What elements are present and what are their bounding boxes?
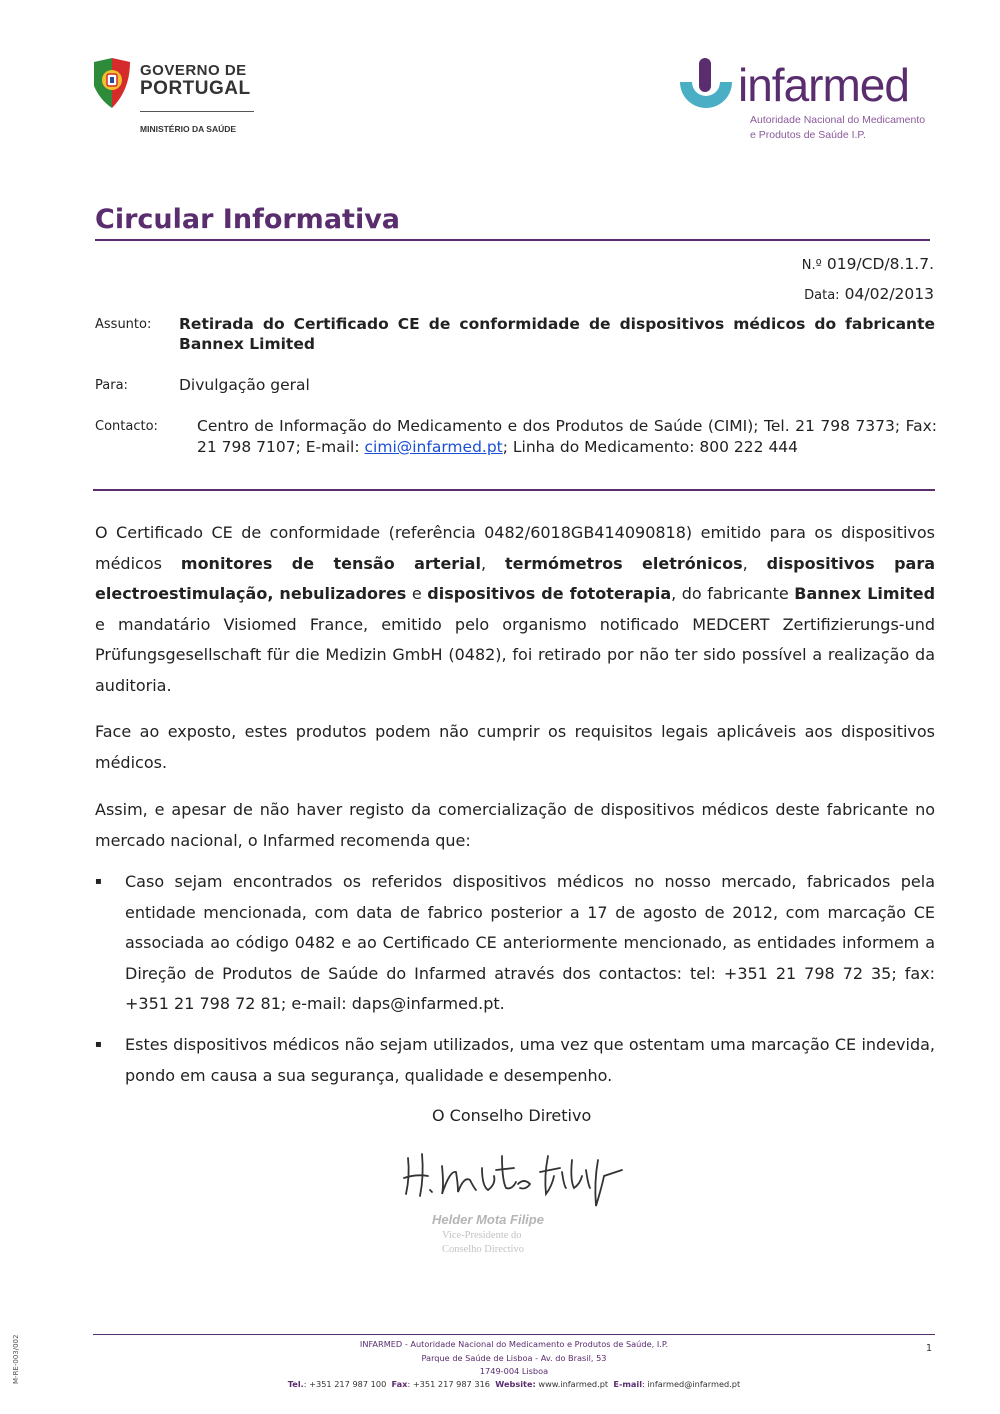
gov-logo-line1: GOVERNO DE [140,62,247,79]
handwritten-signature-icon [398,1136,630,1216]
gov-logo-divider [140,111,254,112]
bullet-1-body: Caso sejam encontrados os referidos dispositivos médicos no nosso mercado, fabricados pela entidade mencionada, com data de fabrico posterior a 17 de agosto de 2012, com marcação CE associada ao código 0482 e ao Certificado CE anteriormente mencionado, as entidades informem a Direção de Produtos de Saúde do Infarmed através dos contactos: tel: +351 21 798 72 35; fax: +351 21 798 72 81; e-mail: [125,872,935,1013]
infarmed-mark-icon [676,56,736,120]
gov-logo-ministry: MINISTÉRIO DA SAÚDE [140,124,237,134]
reference-value: 019/CD/8.1.7. [826,255,934,273]
paragraph-1 [95,518,935,701]
bullet-1-end: . [499,994,505,1013]
page-number: 1 [925,1343,932,1354]
contacto-text-before: Centro de Informação do Medicamento e dos Produtos de Saúde (CIMI); Tel. 21 798 7373; Fax: 21 798 7107; E-mail: [197,417,937,456]
gov-logo-line2: PORTUGAL [140,78,251,99]
footer-email-label: E-mail [613,1379,643,1389]
contacto-text-after: ; Linha do Medicamento: 800 222 444 [502,438,799,456]
date-value: 04/02/2013 [844,285,934,303]
p1-sep: e [406,584,428,603]
header-divider [93,489,935,491]
footer-org: INFARMED - Autoridade Nacional do Medicamento e Produtos de Saúde, I.P. [359,1339,669,1349]
infarmed-subtitle-2: e Produtos de Saúde I.P. [750,129,866,141]
governo-portugal-logo [92,56,262,140]
cimi-email-link[interactable]: cimi@infarmed.pt [364,438,503,456]
reference-number [802,254,934,273]
p1-bold-termometros: termómetros eletrónicos [504,553,743,573]
assunto-text: Retirada do Certificado CE de conformidade de dispositivos médicos do fabricante Bannex Limited [179,315,935,353]
para-text: Divulgação geral [179,376,310,394]
document-date [804,284,934,303]
bullet-2-text: Estes dispositivos médicos não sejam utilizados, uma vez que ostentam uma marcação CE indevida, pondo em causa a sua segurança, qualidade e desempenho. [125,1035,935,1085]
infarmed-wordmark: infarmed [738,59,909,111]
bullet-icon: ▪ [95,876,102,887]
p1-bold-dispositivos: dispositivos para electroestimulação, nebulizadores [95,553,936,603]
p1-bold-bannex: Bannex Limited [794,584,936,603]
signature-stamp [398,1136,630,1264]
footer-website: www.infarmed.pt [535,1379,609,1389]
portugal-emblem-icon [92,56,132,114]
p1-text: O Certificado CE de conformidade (referência 0482/6018GB414090818) emitido para os dispositivos médicos [95,523,935,573]
form-code: M-RE-003/002 [12,1334,20,1384]
footer-divider [93,1334,935,1335]
infarmed-subtitle-1: Autoridade Nacional do Medicamento [750,114,926,126]
signature-role-2: Conselho Directivo [442,1244,524,1255]
document-title: Circular Informativa [95,204,401,235]
p1-bold-monitores: monitores de tensão arterial [180,553,481,573]
infarmed-logo [676,56,936,146]
signature-name: Helder Mota Filipe [432,1212,544,1227]
para-label: Para: [95,378,128,393]
bullet-icon: ▪ [95,1039,102,1050]
reference-label: N.º [801,258,822,273]
contacto-label: Contacto: [95,419,158,434]
footer-fax: : +351 217 987 316 [407,1379,490,1389]
date-label: Data: [804,288,840,303]
footer-postal: 1749-004 Lisboa [479,1366,549,1376]
contacto-text [197,416,937,458]
bullet-1-text [125,867,935,1020]
p1-sep: , [742,553,767,573]
p1-text: e mandatário Visiomed France, emitido pelo organismo notificado MEDCERT Zertifizierungs-und Prüfungsgesellschaft für die Medizin GmbH (0482), foi retirado por não ter sido possível a realização da auditoria. [95,614,935,695]
paragraph-3: Assim, e apesar de não haver registo da comercialização de dispositivos médicos deste fabricante no mercado nacional, o Infarmed recomenda que: [95,800,935,850]
paragraph-2: Face ao exposto, estes produtos podem não cumprir os requisitos legais aplicáveis aos dispositivos médicos. [95,722,935,772]
p1-text: , do fabricante [671,584,795,603]
signoff: O Conselho Diretivo [432,1106,592,1125]
footer-tel-label: Tel. [287,1379,304,1389]
p1-bold-fototerapia: dispositivos de fototerapia [427,584,672,603]
footer-contacts [93,1378,935,1391]
footer-fax-label: Fax [391,1379,408,1389]
title-underline [95,239,930,241]
footer-web-label: Website: [495,1379,536,1389]
assunto-label: Assunto: [95,317,152,332]
signature-role-1: Vice-Presidente do [442,1230,522,1241]
footer-tel: : +351 217 987 100 [303,1379,387,1389]
p1-sep: , [480,553,505,573]
footer-email: : infarmed@infarmed.pt [642,1379,741,1389]
daps-email-link[interactable]: daps@infarmed.pt [351,994,500,1013]
footer-address: Parque de Saúde de Lisboa - Av. do Brasil, 53 [421,1353,607,1363]
